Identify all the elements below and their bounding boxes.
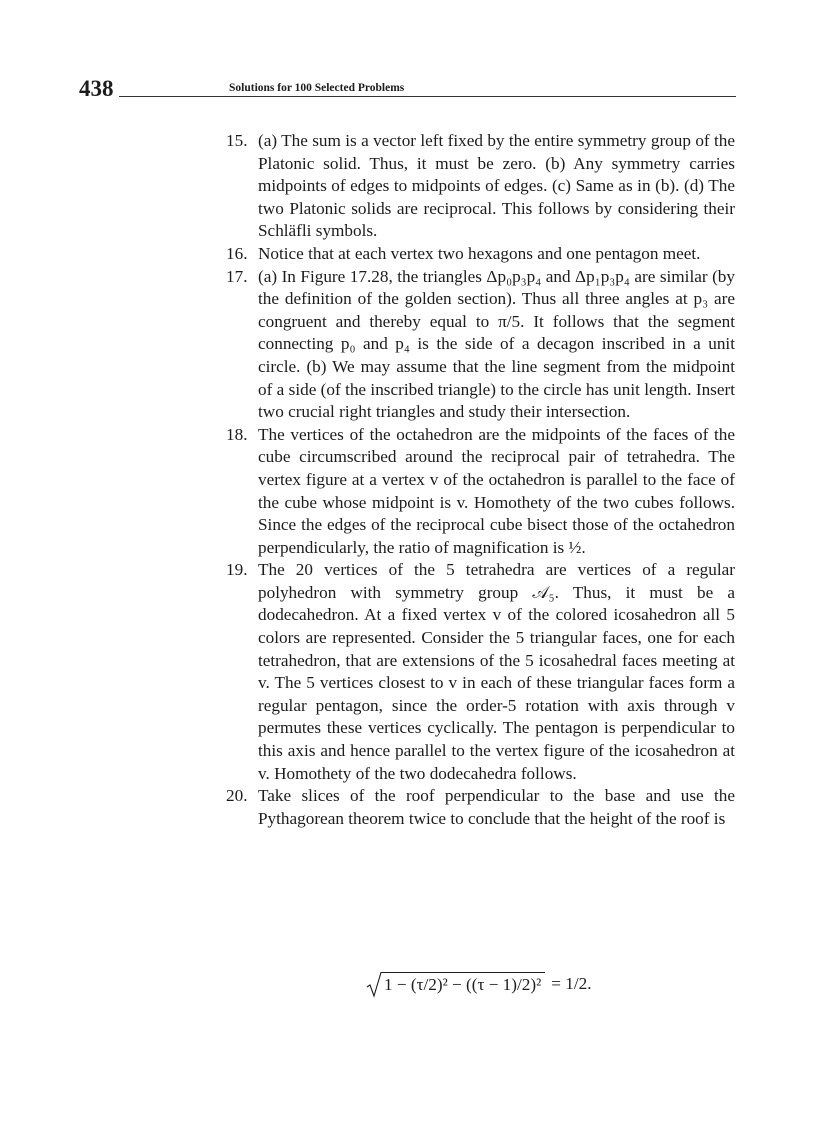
solution-text: Notice that at each vertex two hexagons and one pentagon meet. (258, 243, 701, 263)
formula-radicand: 1 − (τ/2)² − ((τ − 1)/2)² (382, 972, 545, 997)
solution-number: 19. (226, 560, 248, 580)
solution-text: The 20 vertices of the 5 tetrahedra are vertices of a regular polyhedron with symmetry group 𝒜₅. Thus, it must be a dodecahedron. At a fixed vertex v of the colored icosahedron all 5 colors are represented. Consider the 5 triangular faces, one for each tetrahedron, that are extensions of the 5 icosahedral faces meeting at v. The 5 vertices closest to v in each of these triangular faces form a regular pentagon, since the order-5 rotation with axis through v permutes these vertices cyclically. The pentagon is perpendicular to this axis and hence parallel to the vertex figure of the icosahedron at v. Homothety of the two dodecahedra follows. (258, 560, 735, 783)
running-title: Solutions for 100 Selected Problems (229, 82, 405, 94)
solution-text: Take slices of the roof perpendicular to the base and use the Pythagorean theorem twice to conclude that the height of the roof is (258, 786, 735, 828)
solution-text: (a) In Figure 17.28, the triangles Δp₀p₃p₄ and Δp₁p₃p₄ are similar (by the definition of the golden section). Thus all three angles at p₃ are congruent and thereby equal to π/5. It follows that the segment connecting p₀ and p₄ is the side of a decagon inscribed in a unit circle. (b) We may assume that the line segment from the midpoint of a side (of the inscribed triangle) to the circle has unit length. Insert two crucial right triangles and study their intersection. (258, 266, 735, 422)
solution-item-16 (220, 243, 735, 266)
page-number: 438 (79, 76, 114, 101)
solution-number: 15. (226, 131, 248, 150)
solution-text: The vertices of the octahedron are the midpoints of the faces of the cube circumscribed around the reciprocal pair of tetrahedra. The vertex figure at a vertex v of the octahedron is parallel to the face of the cube whose midpoint is v. Homothety of the two cubes follows. Since the edges of the reciprocal cube bisect those of the octahedron perpendicularly, the ratio of magnification is ½. (258, 424, 735, 557)
header-rule (119, 96, 736, 97)
solution-item-18 (220, 424, 735, 560)
solution-item-17 (220, 266, 735, 424)
solution-item-19 (220, 559, 735, 785)
page-header (79, 76, 736, 102)
square-root-icon (366, 972, 382, 998)
solution-number: 17. (226, 266, 248, 286)
solution-number: 16. (226, 243, 248, 263)
formula-result: = 1/2. (551, 974, 592, 993)
solution-text: (a) The sum is a vector left fixed by the entire symmetry group of the Platonic solid. Thus, it must be zero. (b) Any symmetry carries midpoints of edges to midpoints of edges. (c) Same as in (b). (d) The two Platonic solids are reciprocal. This follows by considering their Schläfli symbols. (258, 131, 735, 241)
solution-item-15 (220, 130, 735, 243)
solution-number: 18. (226, 424, 248, 444)
solution-item-20 (220, 785, 735, 830)
height-formula (366, 972, 592, 998)
solution-number: 20. (226, 786, 248, 806)
solution-list (220, 130, 735, 830)
